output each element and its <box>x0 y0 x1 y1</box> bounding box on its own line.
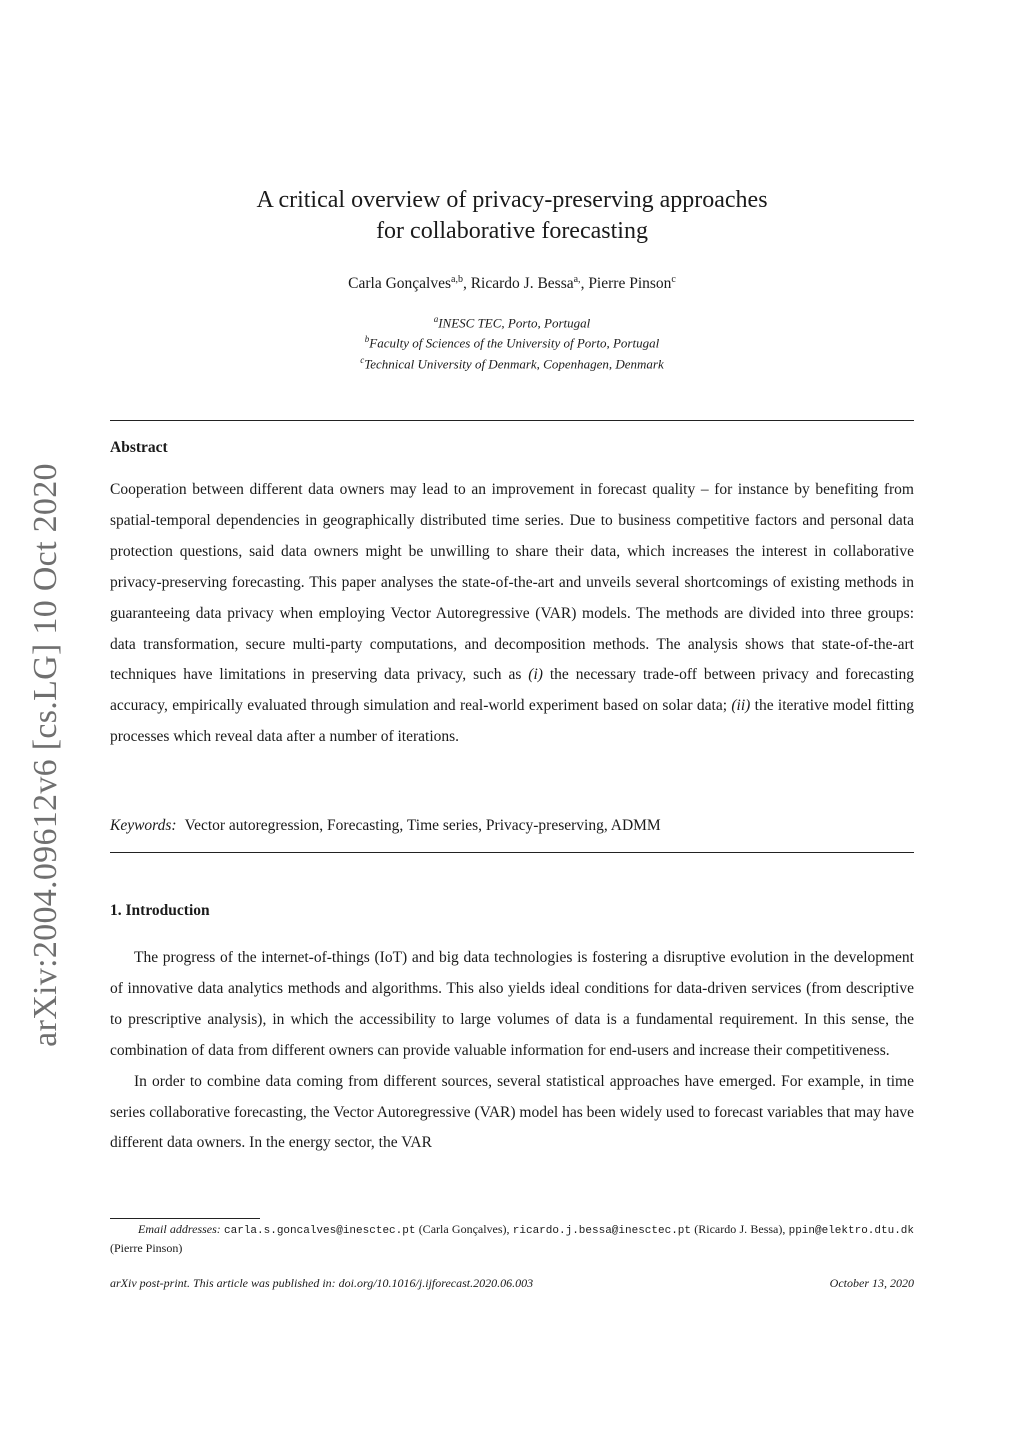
author-name: Pierre Pinson <box>588 275 672 293</box>
title-line-2: for collaborative forecasting <box>376 218 648 244</box>
footnote-rule <box>110 1218 260 1219</box>
enum-marker: (ii) <box>731 697 751 715</box>
page-footer <box>110 1276 914 1291</box>
abstract-top-rule <box>110 420 914 421</box>
affiliation-item: $^b$Faculty of Sciences of the University of Porto, Portugal <box>364 334 660 351</box>
author-name: Carla Gonçalves <box>348 275 452 293</box>
author-affil-marker: a, <box>573 274 581 285</box>
keywords-label: Keywords: <box>110 817 177 834</box>
author-affil-marker: a,b <box>451 274 463 285</box>
affiliation-item: $^a$INESC TEC, Porto, Portugal <box>433 314 591 331</box>
keywords-text: Vector autoregression, Forecasting, Time series, Privacy-preserving, ADMM <box>184 817 661 834</box>
arxiv-sidebar-stamp <box>26 450 66 1060</box>
abstract-text: Cooperation between different data owners may lead to an improvement in forecast quality – for instance by benefiting from spatial-temporal dependencies in geographically distributed time series. Due to business competitive factors and personal data protection questions, said data owners might be unwilling to share their data, which increases the interest in collaborative privacy-preserving forecasting. This paper analyses the state-of-the-art and unveils several shortcomings of existing methods in guaranteeing data privacy when employing Vector Autoregressive (VAR) models. The methods are divided into three groups: data transformation, secure multi-party computations, and decomposition methods. The analysis shows that state-of-the-art techniques have limitations in preserving data privacy, such as (i) the necessary trade-off between privacy and forecasting accuracy, empirically evaluated through simulation and real-world experiment based on solar data; (ii) the iterative model fitting processes which reveal data after a number of iterations. <box>110 481 915 746</box>
footnote-emails: Email addresses: carla.s.goncalves@inesctec.pt (Carla Gonçalves), ricardo.j.bessa@inesctec.pt (Ricardo J. Bessa), ppin@elektro.dtu.dk (Pierre Pinson) <box>110 1222 915 1255</box>
abstract-bottom-rule <box>110 852 914 853</box>
title-line-1: A critical overview of privacy-preserving approaches <box>256 187 768 213</box>
paragraph: In order to combine data coming from different sources, several statistical approaches have emerged. For example, in time series collaborative forecasting, the Vector Autoregressive (VAR) model has been widely used to forecast variables that may have different data owners. In the energy sector, the VAR <box>110 1072 914 1152</box>
introduction-body <box>110 943 914 1159</box>
abstract-heading: Abstract <box>110 439 168 456</box>
affiliation-list <box>110 311 914 372</box>
email-link[interactable]: carla.s.goncalves@inesctec.pt <box>224 1225 416 1237</box>
email-link[interactable]: ppin@elektro.dtu.dk <box>788 1225 915 1237</box>
paper-title <box>110 185 914 247</box>
footer-date: October 13, 2020 <box>829 1276 914 1290</box>
affiliation-item: $^c$Technical University of Denmark, Copenhagen, Denmark <box>360 354 664 371</box>
email-link[interactable]: ricardo.j.bessa@inesctec.pt <box>512 1225 692 1237</box>
keywords-line <box>110 817 914 835</box>
enum-marker: (i) <box>528 666 543 684</box>
footnote-label: Email addresses: <box>138 1222 221 1236</box>
author-list: Carla Gonçalves$^{a,b}$, Ricardo J. Bessa$^{a,}$, Pierre Pinson$^c$ <box>348 274 676 293</box>
section-heading-introduction: 1. Introduction <box>110 902 210 919</box>
arxiv-identifier: arXiv:2004.09612v6 [cs.LG] 10 Oct 2020 <box>27 463 65 1047</box>
paragraph: The progress of the internet-of-things (IoT) and big data technologies is fostering a disruptive evolution in the development of innovative data analytics methods and algorithms. This also yields ideal conditions for data-driven services (from descriptive to prescriptive analysis), in which the accessibility to large volumes of data is a fundamental requirement. In this sense, the combination of data from different owners can provide valuable information for end-users and increase their competitiveness. <box>110 949 914 1059</box>
author-name: Ricardo J. Bessa <box>470 275 574 293</box>
footer-publication-note: arXiv post-print. This article was published in: doi.org/10.1016/j.ijforecast.2020.06.003 <box>110 1276 534 1290</box>
author-affil-marker: c <box>671 274 676 285</box>
